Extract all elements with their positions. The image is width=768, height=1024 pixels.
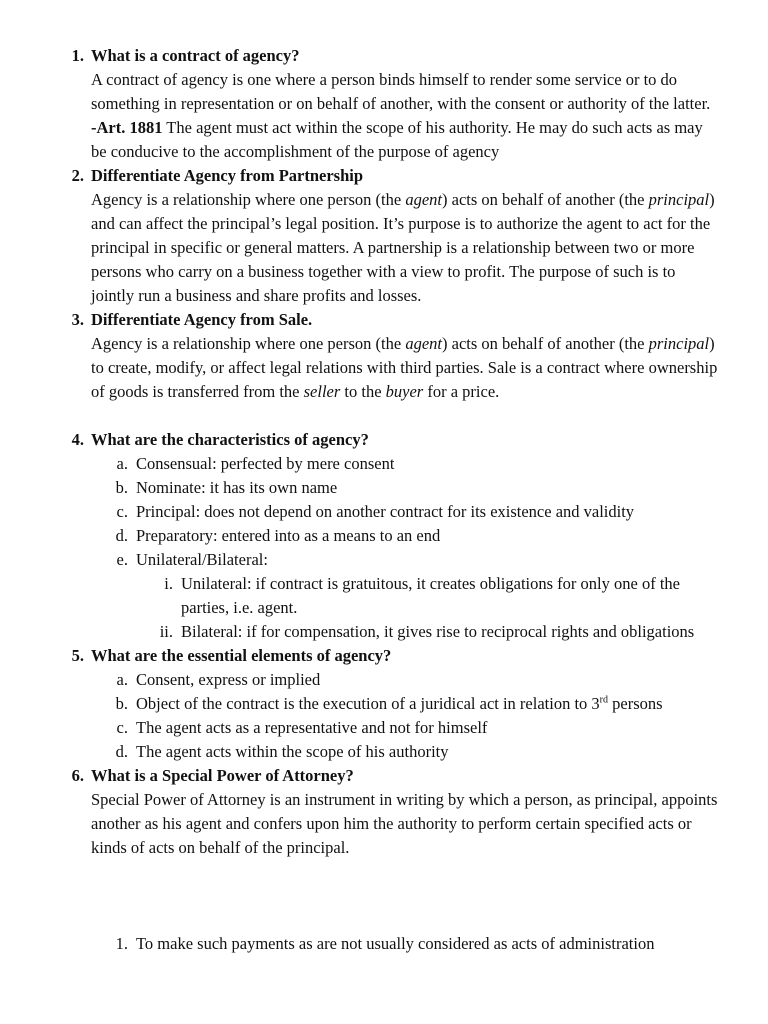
- list-item: [0, 740, 768, 764]
- list-item-text: [136, 692, 718, 716]
- question-1: [0, 44, 768, 68]
- list-item-text-part: persons: [608, 694, 663, 713]
- list-item: [0, 476, 768, 500]
- list-item: [0, 500, 768, 524]
- list-marker: b.: [115, 694, 128, 713]
- list-item: [0, 548, 768, 572]
- list-item-text: Nominate: it has its own name: [136, 478, 338, 497]
- spa-list-item: [0, 932, 768, 956]
- question-heading: What is a Special Power of Attorney?: [91, 766, 354, 785]
- question-heading: Differentiate Agency from Partnership: [91, 166, 364, 185]
- list-item-text: The agent acts as a representative and not for himself: [136, 718, 488, 737]
- answer-text: Agency is a relationship where one person (the: [91, 190, 406, 209]
- list-marker: i.: [164, 574, 173, 593]
- article-text: The agent must act within the scope of his authority. He may do such acts as may be conducive to the accomplishment of the purpose of agency: [91, 118, 703, 161]
- list-marker: c.: [116, 718, 128, 737]
- term-seller: seller: [303, 382, 341, 401]
- question-3: [0, 308, 768, 332]
- list-marker: e.: [116, 550, 128, 569]
- answer-text: ) acts on behalf of another (the: [442, 334, 649, 353]
- list-item-text: The agent acts within the scope of his authority: [136, 742, 449, 761]
- list-item-text: To make such payments as are not usually considered as acts of administration: [136, 934, 655, 953]
- list-marker: 1.: [115, 934, 128, 953]
- list-marker: b.: [115, 478, 128, 497]
- list-marker: a.: [116, 454, 128, 473]
- sub-list-item: [0, 572, 768, 620]
- answer-text: Agency is a relationship where one person (the: [91, 334, 406, 353]
- question-heading: What are the characteristics of agency?: [91, 430, 369, 449]
- question-5: [0, 644, 768, 668]
- question-2: [0, 164, 768, 188]
- question-number: 2.: [71, 166, 84, 185]
- answer-text: for a price.: [423, 382, 500, 401]
- article-paragraph: [91, 116, 718, 164]
- question-heading: What is a contract of agency?: [91, 46, 300, 65]
- list-item-text-part: Object of the contract is the execution of a juridical act in relation to 3: [136, 694, 600, 713]
- list-item-text: Consensual: perfected by mere consent: [136, 454, 395, 473]
- question-number: 5.: [71, 646, 84, 665]
- question-4: [0, 428, 768, 452]
- list-marker: a.: [116, 670, 128, 689]
- list-item: [0, 692, 768, 716]
- answer-text: to the: [340, 382, 386, 401]
- list-item: [0, 524, 768, 548]
- list-item: [0, 452, 768, 476]
- question-heading: What are the essential elements of agency?: [91, 646, 392, 665]
- ordinal-superscript: rd: [599, 694, 609, 706]
- question-number: 1.: [71, 46, 84, 65]
- question-number: 6.: [71, 766, 84, 785]
- answer-paragraph: [91, 188, 718, 308]
- answer-text: ) and can affect the principal’s legal position. It’s purpose is to authorize the agent to act for the principal in specific or general matters. A partnership is a relationship between two or more persons who carry on a business together with a view to profit. The purpose of such is to jointly run a business and share profits and losses.: [91, 190, 715, 305]
- term-principal: principal: [648, 190, 710, 209]
- term-principal: principal: [648, 334, 710, 353]
- list-item: [0, 668, 768, 692]
- list-marker: c.: [116, 502, 128, 521]
- document-page: [0, 44, 768, 956]
- list-item-text: Unilateral/Bilateral:: [136, 550, 268, 569]
- question-6: [0, 764, 768, 788]
- spacer: [0, 860, 768, 908]
- list-marker: ii.: [159, 622, 173, 641]
- list-marker: d.: [115, 742, 128, 761]
- term-buyer: buyer: [385, 382, 424, 401]
- spacer: [0, 404, 768, 428]
- list-item-text: Preparatory: entered into as a means to an end: [136, 526, 441, 545]
- list-item-text: Unilateral: if contract is gratuitous, it creates obligations for only one of the parties, i.e. agent.: [181, 574, 680, 617]
- answer-text: ) acts on behalf of another (the: [442, 190, 649, 209]
- term-agent: agent: [405, 334, 442, 353]
- article-label: -Art. 1881: [91, 118, 163, 137]
- question-heading: Differentiate Agency from Sale.: [91, 310, 313, 329]
- answer-paragraph: A contract of agency is one where a person binds himself to render some service or to do something in representation or on behalf of another, with the consent or authority of the latter.: [91, 70, 711, 113]
- list-item: [0, 716, 768, 740]
- answer-paragraph: [91, 332, 718, 404]
- list-item-text: Principal: does not depend on another contract for its existence and validity: [136, 502, 635, 521]
- answer-text: ) to create, modify, or affect legal relations with third parties. Sale is a contract where ownership of goods is transferred from the: [91, 334, 718, 401]
- answer-paragraph: Special Power of Attorney is an instrument in writing by which a person, as principal, appoints another as his agent and confers upon him the authority to perform certain specified acts or kinds of acts on behalf of the principal.: [91, 790, 718, 857]
- sub-list-item: [0, 620, 768, 644]
- question-number: 3.: [71, 310, 84, 329]
- list-marker: d.: [115, 526, 128, 545]
- term-agent: agent: [405, 190, 442, 209]
- question-number: 4.: [71, 430, 84, 449]
- list-item-text: Bilateral: if for compensation, it gives rise to reciprocal rights and obligations: [181, 622, 695, 641]
- spacer: [0, 908, 768, 932]
- list-item-text: Consent, express or implied: [136, 670, 321, 689]
